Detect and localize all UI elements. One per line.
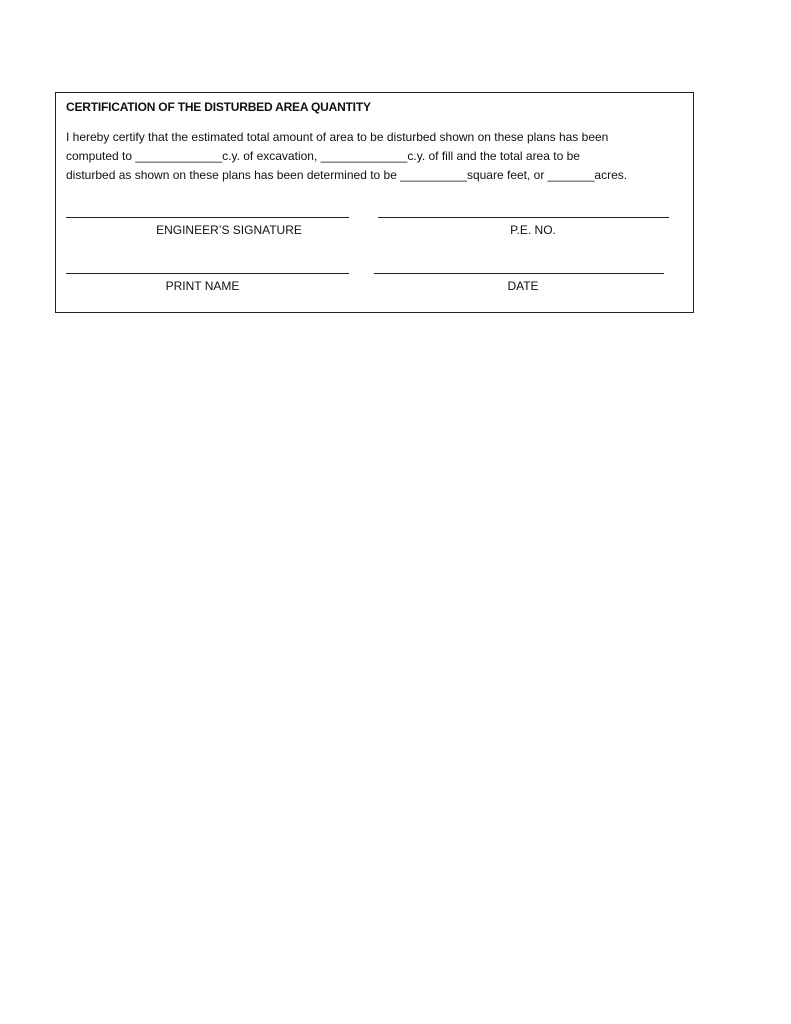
- certification-box: [55, 92, 694, 313]
- certification-statement: [66, 128, 686, 185]
- print-name-line[interactable]: [66, 273, 349, 274]
- statement-line-1: I hereby certify that the estimated total amount of area to be disturbed shown on these plans has been: [66, 130, 609, 144]
- statement-line-3: disturbed as shown on these plans has been determined to be __________square feet, or _______acres.: [66, 168, 628, 182]
- pe-number-line[interactable]: [378, 217, 669, 218]
- certification-title: CERTIFICATION OF THE DISTURBED AREA QUANTITY: [66, 100, 371, 114]
- print-name-label: PRINT NAME: [165, 279, 240, 293]
- statement-line-2: computed to _____________c.y. of excavation, _____________c.y. of fill and the total area to be: [66, 149, 580, 163]
- date-line[interactable]: [374, 273, 664, 274]
- engineer-signature-line[interactable]: [66, 217, 349, 218]
- engineer-signature-label: ENGINEER’S SIGNATURE: [156, 223, 302, 237]
- pe-number-label: P.E. NO.: [510, 223, 556, 237]
- date-label: DATE: [507, 279, 539, 293]
